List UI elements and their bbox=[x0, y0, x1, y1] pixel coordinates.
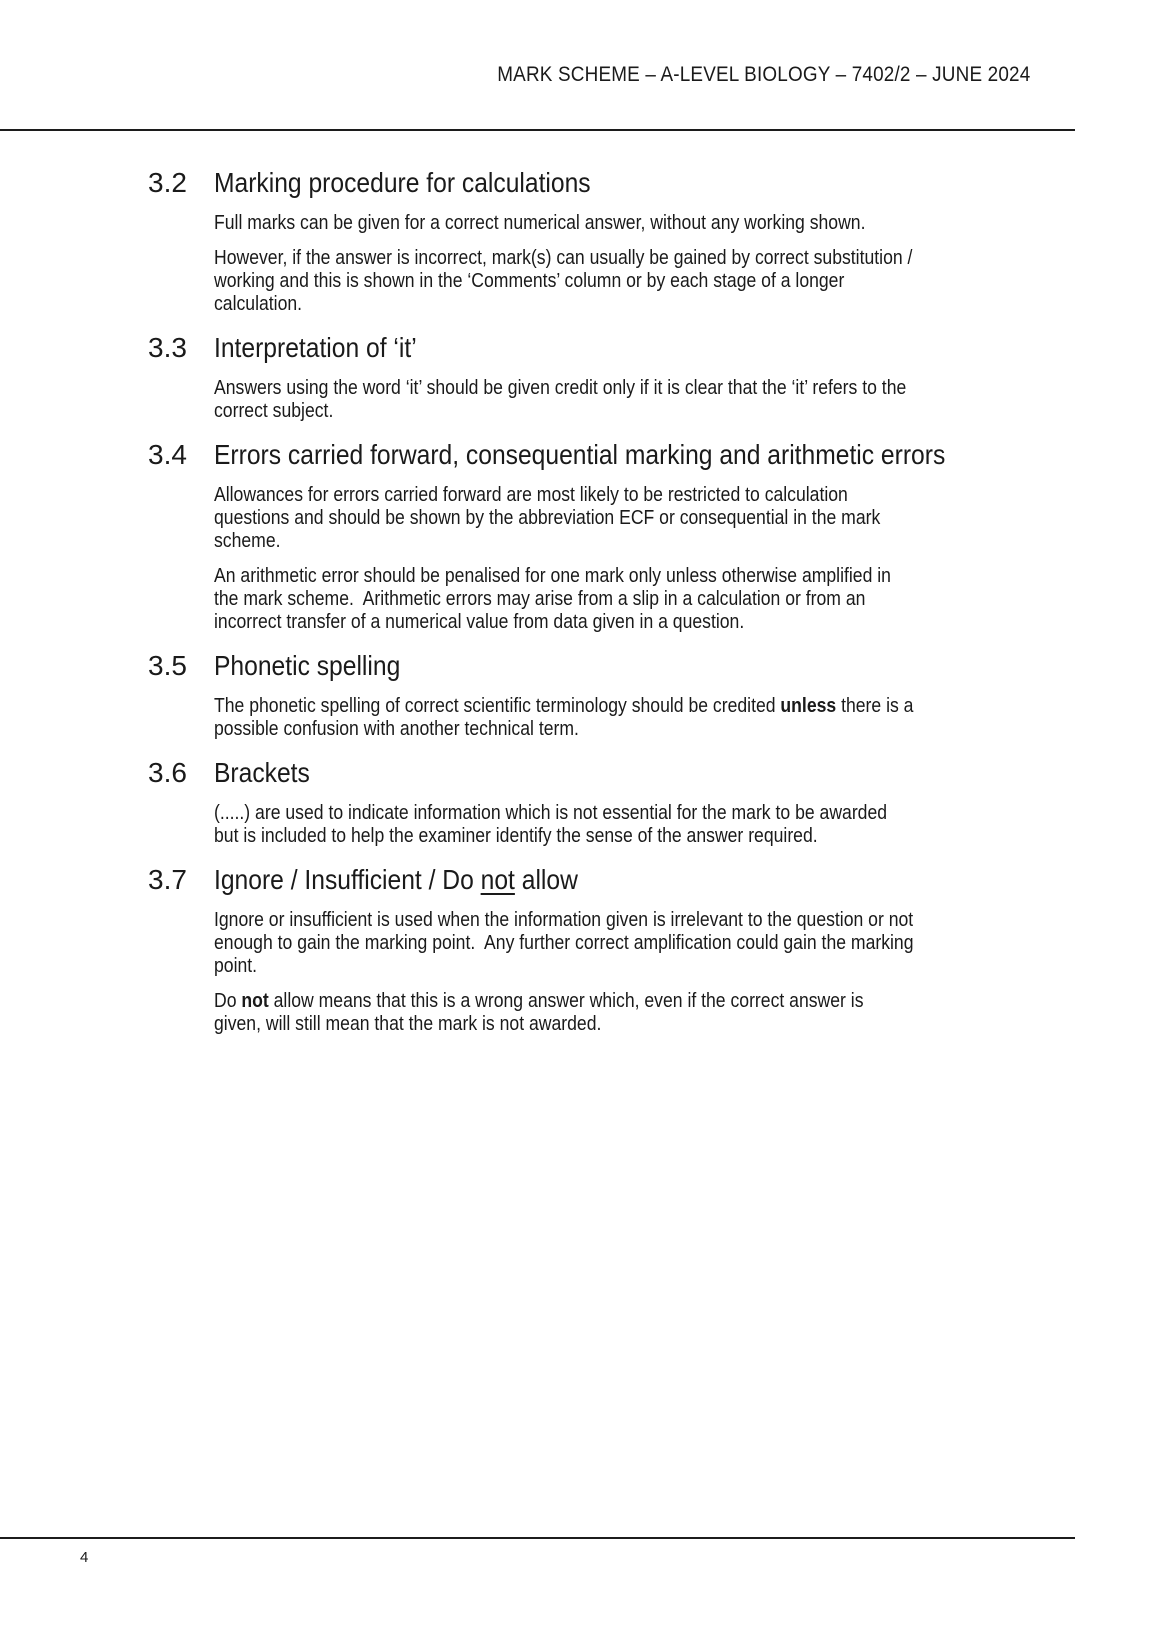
text-run: calculation. bbox=[214, 293, 303, 315]
section-3.2 bbox=[148, 166, 1108, 316]
text-run: Brackets bbox=[214, 757, 310, 788]
text-run: the mark scheme. Arithmetic errors may arise from a slip in a calculation or from an bbox=[214, 588, 866, 610]
section-number: 3.3 bbox=[148, 332, 187, 363]
text-run: Allowances for errors carried forward are most likely to be restricted to calculation bbox=[214, 484, 848, 506]
text-run: there is a bbox=[836, 695, 914, 717]
section-3.5 bbox=[148, 649, 1108, 741]
section-3.4 bbox=[148, 438, 1108, 634]
paragraph bbox=[214, 484, 1001, 553]
footer-divider bbox=[0, 1537, 1075, 1539]
paragraph bbox=[214, 695, 1001, 741]
text-run: working and this is shown in the ‘Comments’ column or by each stage of a longer bbox=[214, 270, 845, 292]
paragraph bbox=[214, 909, 1001, 978]
text-run: given, will still mean that the mark is not awarded. bbox=[214, 1013, 602, 1035]
text-run: The phonetic spelling of correct scientific terminology should be credited bbox=[214, 695, 781, 717]
section-number: 3.5 bbox=[148, 650, 187, 681]
section-number: 3.4 bbox=[148, 439, 187, 470]
text-run: correct subject. bbox=[214, 400, 334, 422]
section-title bbox=[214, 166, 591, 200]
paragraph bbox=[214, 377, 1001, 423]
text-run: Phonetic spelling bbox=[214, 650, 401, 681]
text-run: but is included to help the examiner identify the sense of the answer required. bbox=[214, 825, 818, 847]
section-heading bbox=[148, 649, 1108, 683]
text-run: Do bbox=[214, 990, 242, 1012]
text-run: allow means that this is a wrong answer which, even if the correct answer is bbox=[268, 990, 864, 1012]
section-number: 3.2 bbox=[148, 167, 187, 198]
text-run: Errors carried forward, consequential marking and arithmetic errors bbox=[214, 439, 946, 470]
section-title bbox=[214, 331, 417, 365]
text-run: allow bbox=[514, 864, 578, 895]
bold-text: not bbox=[241, 990, 269, 1012]
text-run: Marking procedure for calculations bbox=[214, 167, 591, 198]
paragraph bbox=[214, 990, 1001, 1036]
section-title bbox=[214, 438, 945, 472]
section-heading bbox=[148, 863, 1108, 897]
text-run: An arithmetic error should be penalised for one mark only unless otherwise amplified in bbox=[214, 565, 891, 587]
page-number: 4 bbox=[80, 1549, 89, 1566]
text-run: scheme. bbox=[214, 530, 281, 552]
paragraph bbox=[214, 565, 1001, 634]
text-run: questions and should be shown by the abbreviation ECF or consequential in the mark bbox=[214, 507, 881, 529]
bold-text: unless bbox=[780, 695, 837, 717]
section-3.7 bbox=[148, 863, 1108, 1036]
section-number: 3.6 bbox=[148, 757, 187, 788]
text-run: possible confusion with another technical term. bbox=[214, 718, 579, 740]
text-run: (.....) are used to indicate information which is not essential for the mark to be awarded bbox=[214, 802, 888, 824]
text-run: Full marks can be given for a correct numerical answer, without any working shown. bbox=[214, 212, 866, 234]
text-run: Answers using the word ‘it’ should be given credit only if it is clear that the ‘it’ refers to the bbox=[214, 377, 907, 399]
text-run: Ignore / Insufficient / Do bbox=[214, 864, 481, 895]
paragraph bbox=[214, 212, 1001, 235]
section-heading bbox=[148, 166, 1108, 200]
paragraph bbox=[214, 247, 1001, 316]
underlined-text: not bbox=[480, 864, 515, 895]
document-body bbox=[148, 131, 1108, 1048]
section-3.3 bbox=[148, 331, 1108, 423]
section-number: 3.7 bbox=[148, 864, 187, 895]
section-title bbox=[214, 863, 578, 897]
section-heading bbox=[148, 756, 1108, 790]
paragraph bbox=[214, 802, 1001, 848]
text-run: However, if the answer is incorrect, mark(s) can usually be gained by correct substitution / bbox=[214, 247, 913, 269]
text-run: enough to gain the marking point. Any further correct amplification could gain the marking bbox=[214, 932, 914, 954]
section-heading bbox=[148, 438, 1108, 472]
text-run: Interpretation of ‘it’ bbox=[214, 332, 417, 363]
section-heading bbox=[148, 331, 1108, 365]
section-title bbox=[214, 756, 310, 790]
text-run: incorrect transfer of a numerical value from data given in a question. bbox=[214, 611, 745, 633]
text-run: Ignore or insufficient is used when the information given is irrelevant to the question or not bbox=[214, 909, 914, 931]
section-title bbox=[214, 649, 400, 683]
section-3.6 bbox=[148, 756, 1108, 848]
text-run: point. bbox=[214, 955, 258, 977]
page-header-title: MARK SCHEME – A-LEVEL BIOLOGY – 7402/2 – JUNE 2024 bbox=[496, 63, 1030, 86]
